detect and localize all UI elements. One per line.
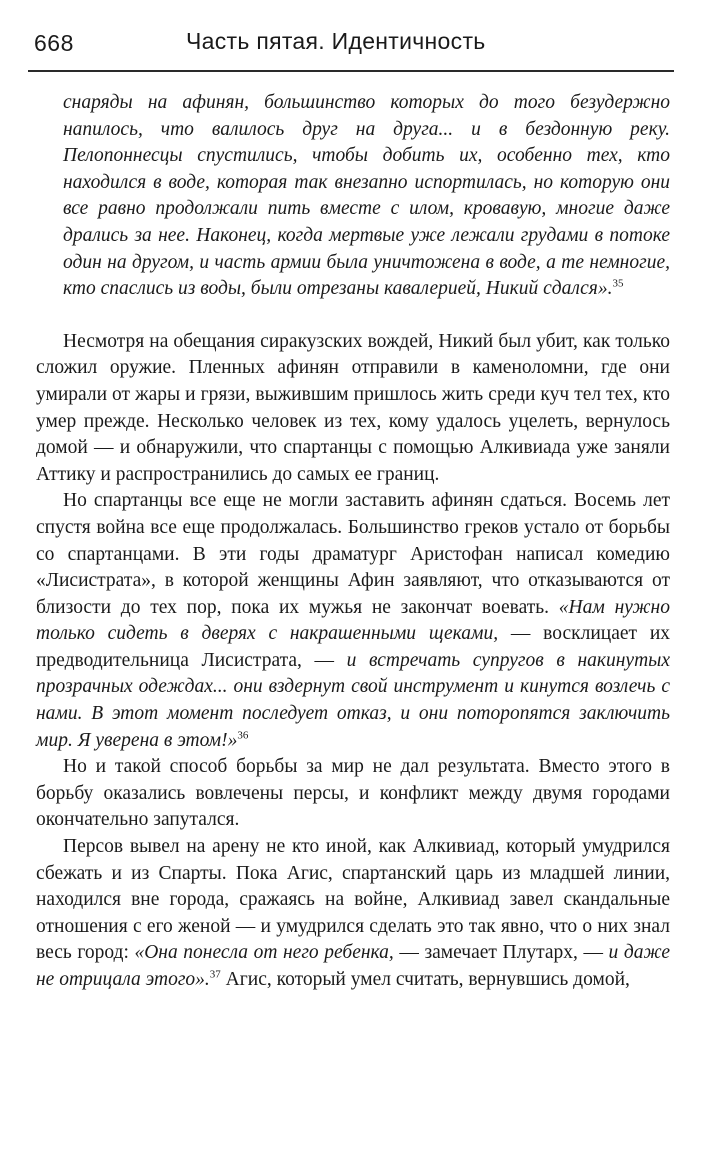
plutarch-quote-2: и даже не отрицала этого».: [36, 942, 670, 990]
running-header: [28, 26, 674, 72]
paragraph-4-text: Персов вывел на арену не кто иной, как Алкивиад, который умудрился сбежать и из Спарты. Пока Агис, спартанский царь из младшей линии, находился вне города, сражаясь на войне, Алкивиад завел скандальные отношения с его женой — и умудрился сделать это так явно, что о них знал весь город:: [36, 836, 670, 964]
page-body: [36, 90, 670, 994]
paragraph-4-attribution: — замечает Плутарх, —: [393, 942, 609, 964]
footnote-ref-35: 35: [612, 277, 624, 290]
quote-text: снаряды на афинян, большинство которых до того безудержно напилось, что валилось друг на друга... и в бездонную реку. Пелопоннесцы спустились, чтобы добить их, особенно тех, кто находился в воде, которая так внезапно испортилась, но которую они все равно продолжали пить вместе с илом, кровавую, многие даже дрались за нее. Наконец, когда мертвые уже лежали грудами в потоке один на другом, и часть армии была уничтожена в воде, а те немногие, кто спаслись из воды, были отрезаны кавалерией, Никий сдался».: [63, 92, 670, 300]
paragraph-spacer: [36, 303, 670, 329]
footnote-ref-36: 36: [237, 729, 249, 742]
paragraph-1: Несмотря на обещания сиракузских вождей, Никий был убит, как только сложил оружие. Пленных афинян отправили в каменоломни, где они умирали от жары и грязи, выжившим пришлось жить среди куч тел тех, кто умер прежде. Несколько человек из тех, кому удалось уцелеть, вернулось домой — и обнаружили, что спартанцы с помощью Алкивиада уже заняли Аттику и распространились до самых ее границ.: [36, 330, 670, 485]
lysistrata-quote-2: и встречать супругов в накинутых прозрачных одеждах... они вздернут свой инструмент и кинутся возлечь с нами. В этот момент последует отказ, и они поторопятся заключить мир. Я уверена в этом!»: [36, 649, 671, 751]
paragraph-2-text: Но спартанцы все еще не могли заставить афинян сдаться. Восемь лет спустя война все еще продолжалась. Большинство греков устало от борьбы со спартанцами. В эти годы драматург Аристофан написал комедию «Лисистрата», в которой женщины Афин заявляют, что отказываются от близости до тех пор, пока их мужья не закончат воевать.: [36, 490, 670, 618]
lysistrata-quote-1: «Нам нужно только сидеть в дверях с накрашенными щеками,: [36, 596, 670, 645]
paragraph-2: [36, 488, 670, 754]
paragraph-4: [36, 834, 670, 994]
paragraph-3: Но и такой способ борьбы за мир не дал результата. Вместо этого в борьбу оказались вовлечены персы, и конфликт между двумя городами окончательно запутался.: [36, 756, 670, 831]
page-number: 668: [34, 30, 74, 56]
plutarch-quote-1: «Она понесла от него ребенка,: [134, 942, 394, 964]
paragraph-2-attribution: — восклицает их предводительница Лисистрата, —: [36, 623, 671, 671]
paragraph-4-ending: Агис, который умел считать, вернувшись домой,: [220, 969, 630, 990]
running-title: Часть пятая. Идентичность: [186, 28, 486, 54]
footnote-ref-37: 37: [209, 968, 221, 981]
block-quote: [63, 90, 670, 303]
